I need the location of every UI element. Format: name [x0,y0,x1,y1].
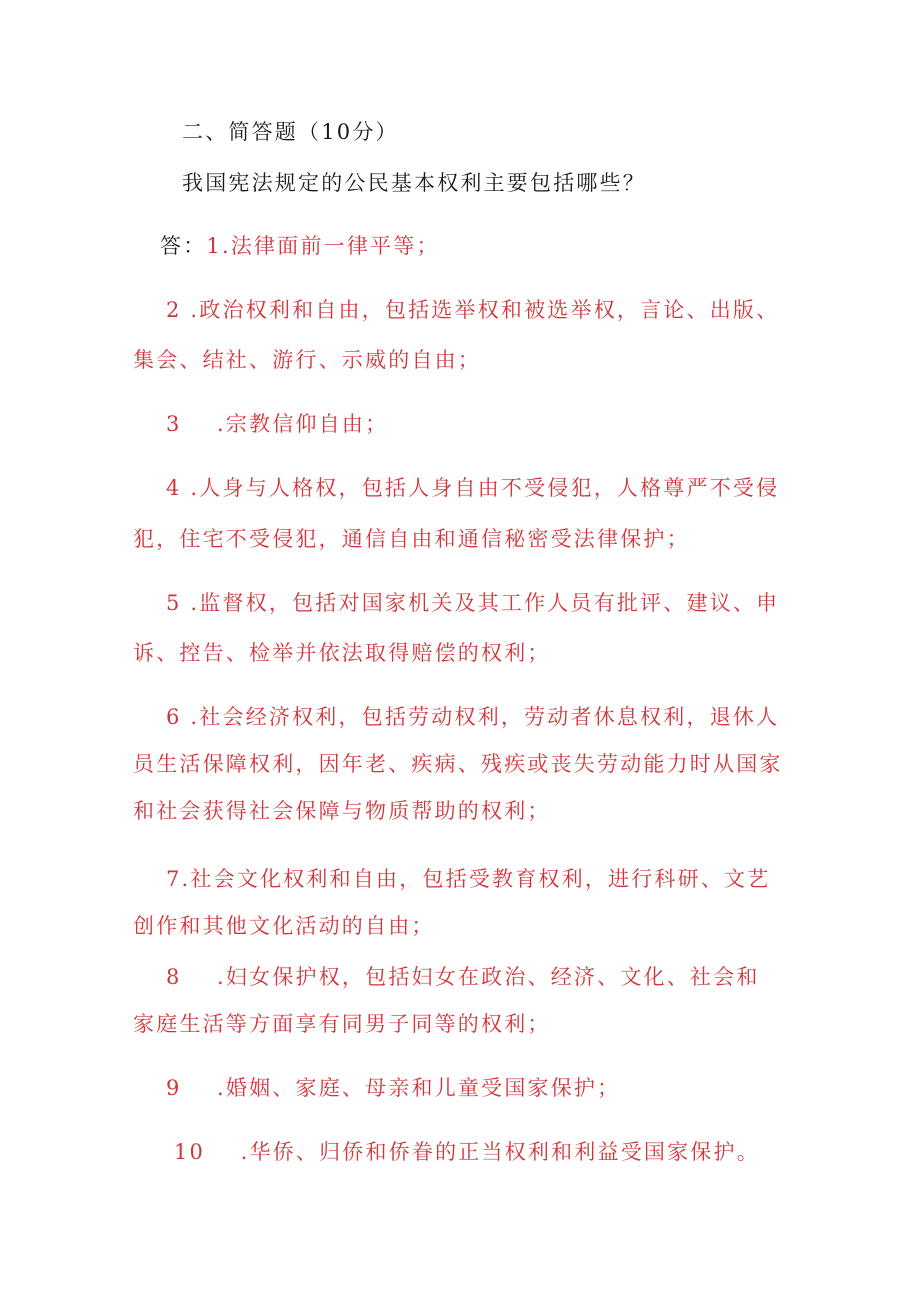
answer-item-7-line-2: 创作和其他文化活动的自由； [133,914,435,938]
question-text: 我国宪法规定的公民基本权利主要包括哪些？ [182,171,646,195]
answer-item-8-line-2: 家庭生活等方面享有同男子同等的权利； [133,1012,551,1036]
answer-item-6-line-2: 员生活保障权利，因年老、疾病、残疾或丧失劳动能力时从国家 [133,752,783,776]
answer-item-4-line-1: 4 .人身与人格权，包括人身自由不受侵犯，人格尊严不受侵 [166,476,780,500]
answer-item-6-line-1: 6 .社会经济权利，包括劳动权利，劳动者休息权利，退休人 [166,705,780,729]
answer-line-1 [160,231,440,261]
answer-label: 答： [160,234,207,258]
answer-item-8-line-1: 8 .妇女保护权，包括妇女在政治、经济、文化、社会和 [166,965,760,989]
answer-item-4-line-2: 犯，住宅不受侵犯，通信自由和通信秘密受法律保护； [133,527,690,551]
answer-item-9: 9 .婚姻、家庭、母亲和儿童受国家保护； [166,1076,621,1100]
section-heading: 二、简答题（10分） [182,120,399,144]
answer-item-6-line-3: 和社会获得社会保障与物质帮助的权利； [133,799,551,823]
answer-item-2-line-1: 2 .政治权利和自由，包括选举权和被选举权，言论、出版、 [166,298,780,322]
answer-item-10: 10 .华侨、归侨和侨眷的正当权利和利益受国家保护。 [174,1140,760,1164]
answer-item-5-line-1: 5 .监督权，包括对国家机关及其工作人员有批评、建议、申 [166,591,780,615]
answer-item-7-line-1: 7.社会文化权利和自由，包括受教育权利，进行科研、文艺 [166,867,771,891]
answer-item-2-line-2: 集会、结社、游行、示威的自由； [133,348,481,372]
answer-item-5-line-2: 诉、控告、检举并依法取得赔偿的权利； [133,641,551,665]
answer-item-3: 3 .宗教信仰自由； [166,412,389,436]
answer-item-1: 1.法律面前一律平等； [206,234,440,258]
